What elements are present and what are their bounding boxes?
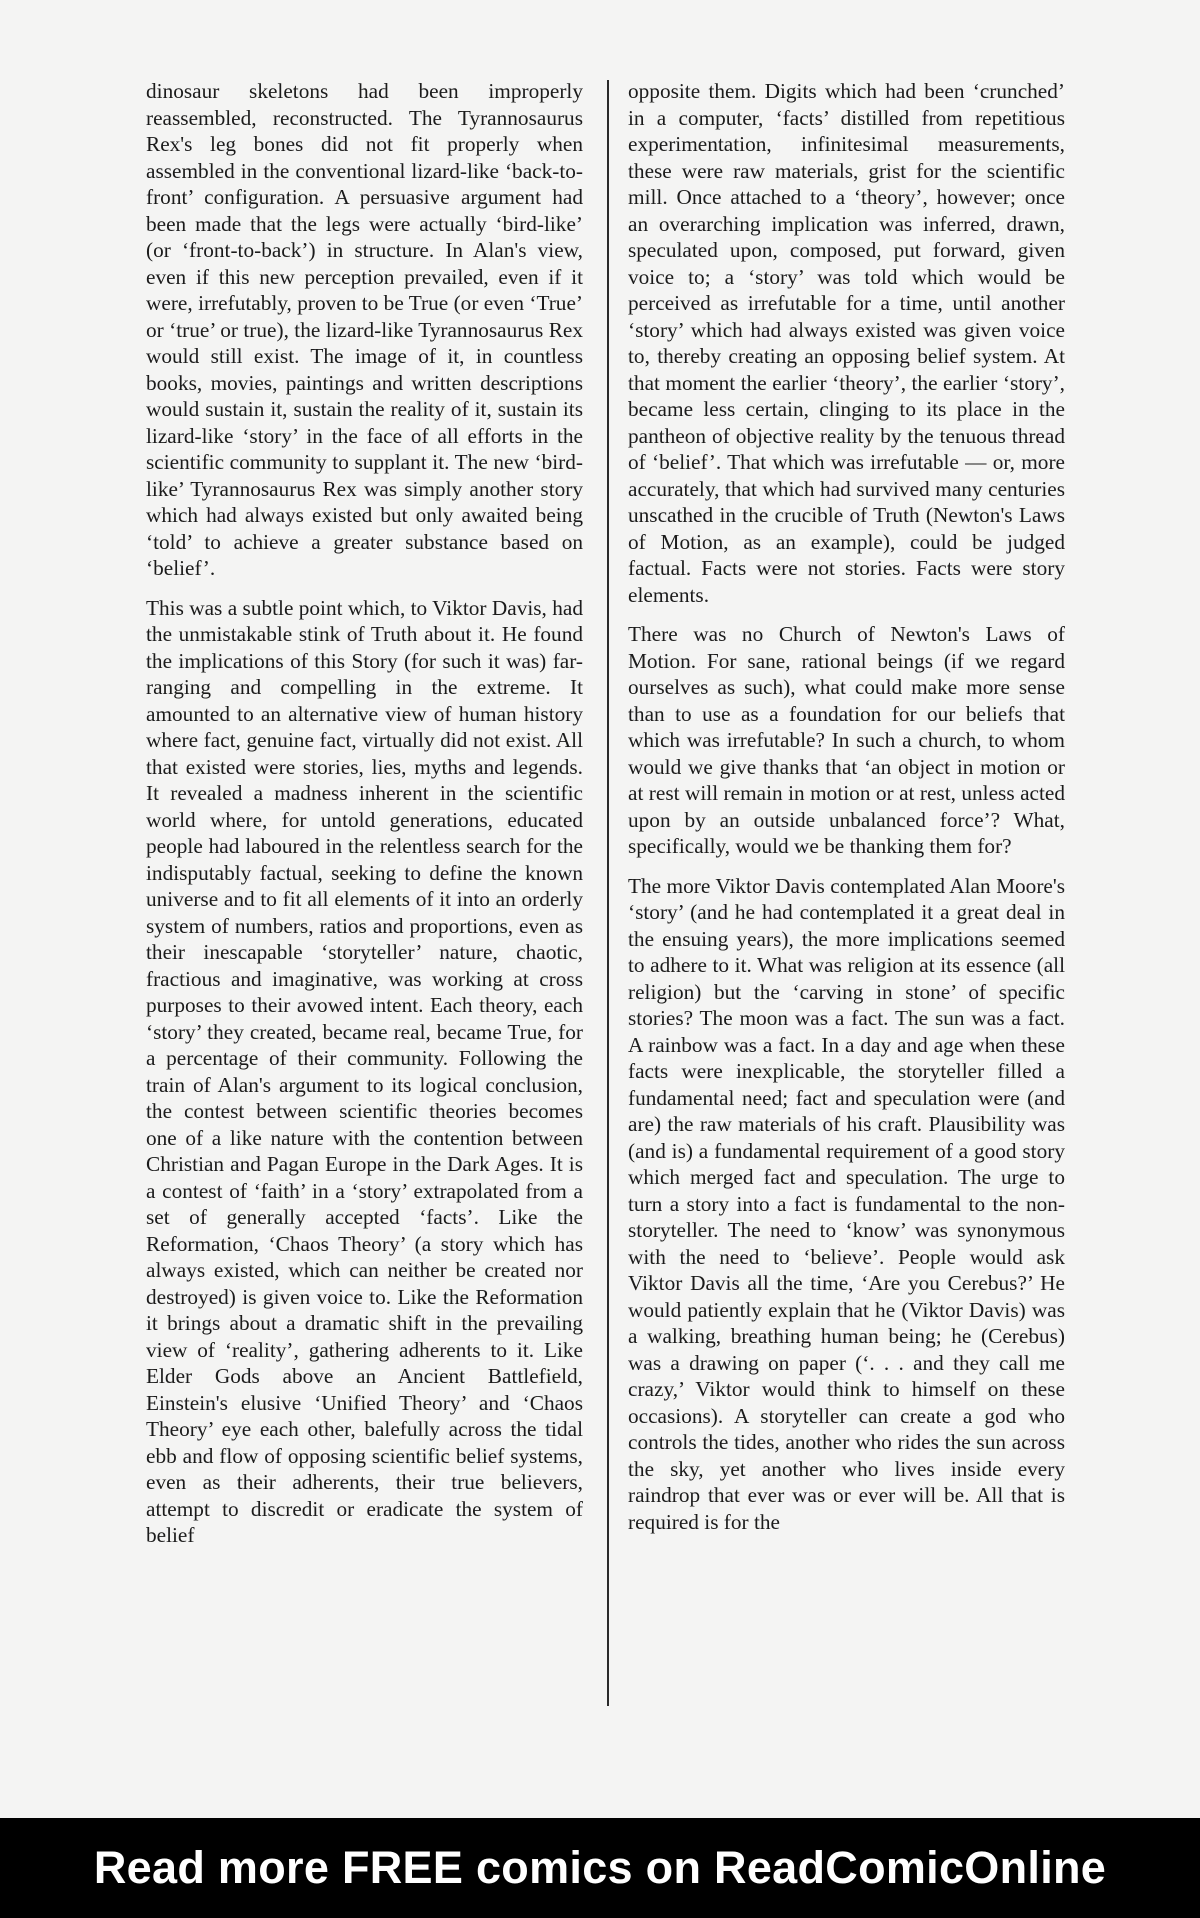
paragraph: This was a subtle point which, to Viktor Davis, had the unmistakable stink of Truth about it. He found the implications of this Story (for such it was) far-ranging and compelling in the extreme. It amounted to an alternative view of human history where fact, genuine fact, virtually did not exist. All that existed were stories, lies, myths and legends. It revealed a madness inherent in the scientific world where, for untold generations, educated people had laboured in the relentless search for the indisputably factual, seeking to define the known universe and to fit all elements of it into an orderly system of numbers, ratios and proportions, even as their inescapable ‘storyteller’ nature, chaotic, fractious and imaginative, was working at cross purposes to their avowed intent. Each theory, each ‘story’ they created, became real, became True, for a percentage of their community. Following the train of Alan's argument to its logical conclusion, the contest between scientific theories becomes one of a like nature with the contention between Christian and Pagan Europe in the Dark Ages. It is a contest of ‘faith’ in a ‘story’ extrapolated from a set of generally accepted ‘facts’. Like the Reformation, ‘Chaos Theory’ (a story which has always existed, which can neither be created nor destroyed) is given voice to. Like the Reformation it brings about a dramatic shift in the prevailing view of ‘reality’, gathering adherents to it. Like Elder Gods above an Ancient Battlefield, Einstein's elusive ‘Unified Theory’ and ‘Chaos Theory’ eye each other, balefully across the tidal ebb and flow of opposing scientific belief systems, even as their adherents, their true believers, attempt to discredit or eradicate the system of belief [146, 595, 583, 1547]
right-text-column [628, 78, 1065, 1535]
paragraph: opposite them. Digits which had been ‘crunched’ in a computer, ‘facts’ distilled from repetitious experimentation, infinitesimal measurements, these were raw materials, grist for the scientific mill. Once attached to a ‘theory’, however; once an overarching implication was inferred, drawn, speculated upon, composed, put forward, given voice to; a ‘story’ was told which would be perceived as irrefutable for a time, until another ‘story’ which had always existed was given voice to, thereby creating an opposing belief system. At that moment the earlier ‘theory’, the earlier ‘story’, became less certain, clinging to its place in the pantheon of objective reality by the tenuous thread of ‘belief’. That which was irrefutable — or, more accurately, that which had survived many centuries unscathed in the crucible of Truth (Newton's Laws of Motion, as an example), could be judged factual. Facts were not stories. Facts were story elements. [628, 79, 1065, 607]
promo-banner[interactable] [0, 1818, 1200, 1918]
promo-banner-text[interactable]: Read more FREE comics on ReadComicOnline [93, 1842, 1107, 1893]
paragraph: The more Viktor Davis contemplated Alan Moore's ‘story’ (and he had contemplated it a great deal in the ensuing years), the more implications seemed to adhere to it. What was religion at its essence (all religion) but the ‘carving in stone’ of specific stories? The moon was a fact. The sun was a fact. A rainbow was a fact. In a day and age when these facts were inexplicable, the storyteller filled a fundamental need; fact and speculation were (and are) the raw materials of his craft. Plausibility was (and is) a fundamental requirement of a good story which merged fact and speculation. The urge to turn a story into a fact is fundamental to the non-storyteller. The need to ‘know’ was synonymous with the need to ‘believe’. People would ask Viktor Davis all the time, ‘Are you Cerebus?’ He would patiently explain that he (Viktor Davis) was a walking, breathing human being; he (Cerebus) was a drawing on paper (‘. . . and they call me crazy,’ Viktor would think to himself on these occasions). A storyteller can create a god who controls the tides, another who rides the sun across the sky, yet another who lives inside every raindrop that ever was or ever will be. All that is required is for the [628, 873, 1065, 1534]
paragraph: dinosaur skeletons had been improperly reassembled, reconstructed. The Tyrannosaurus Rex's leg bones did not fit properly when assembled in the conventional lizard-like ‘back-to-front’ configuration. A persuasive argument had been made that the legs were actually ‘bird-like’ (or ‘front-to-back’) in structure. In Alan's view, even if this new perception prevailed, even if it were, irrefutably, proven to be True (or even ‘True’ or ‘true’ or true), the lizard-like Tyrannosaurus Rex would still exist. The image of it, in countless books, movies, paintings and written descriptions would sustain it, sustain the reality of it, sustain its lizard-like ‘story’ in the face of all efforts in the scientific community to supplant it. The new ‘bird-like’ Tyrannosaurus Rex was simply another story which had always existed but only awaited being ‘told’ to achieve a greater substance based on ‘belief’. [146, 79, 583, 580]
column-divider [607, 80, 609, 1706]
paragraph: There was no Church of Newton's Laws of Motion. For sane, rational beings (if we regard ourselves as such), what could make more sense than to use as a foundation for our beliefs that which was irrefutable? In such a church, to whom would we give thanks that ‘an object in motion or at rest will remain in motion or at rest, unless acted upon by an outside unbalanced force’? What, specifically, would we be thanking them for? [628, 622, 1065, 858]
left-text-column [146, 78, 583, 1549]
